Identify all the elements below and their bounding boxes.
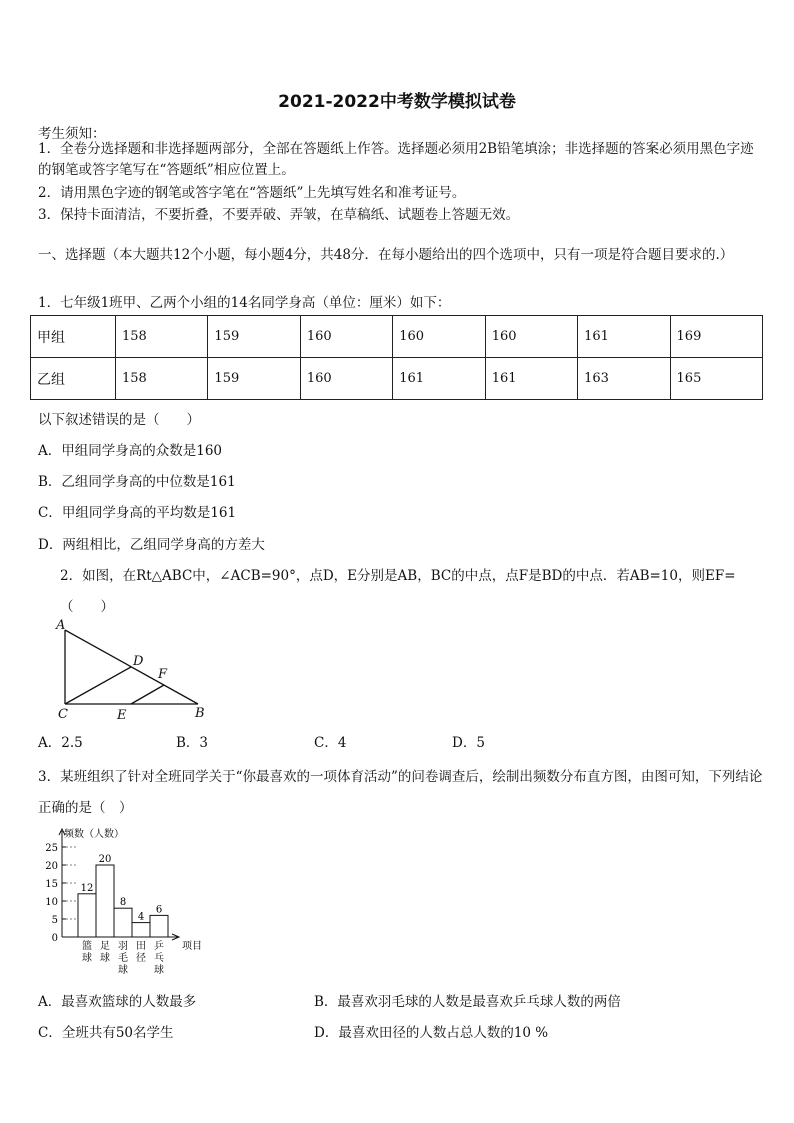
y-tick-label: 15	[45, 879, 58, 890]
category-label: 球	[154, 965, 164, 976]
bar	[132, 923, 150, 937]
bar-value-label: 12	[80, 882, 94, 894]
y-tick-label: 5	[51, 915, 58, 926]
bar	[114, 908, 132, 937]
frequency-histogram	[40, 823, 220, 983]
category-label: 乓	[154, 953, 164, 964]
bar-value-label: 6	[155, 904, 163, 916]
table-cell: 161	[393, 358, 485, 400]
bar	[78, 894, 96, 937]
category-label: 球	[82, 953, 92, 964]
table-cell: 160	[300, 316, 392, 358]
q3-option-d: D．最喜欢田径的人数占总人数的10 %	[314, 1025, 549, 1041]
q2-stem: 2．如图，在Rt△ABC中，∠ACB=90°，点D，E分别是AB，BC的中点，点F是BD的中点．若AB=10，则EF=	[60, 568, 736, 584]
y-tick-label: 0	[51, 933, 58, 944]
notice-heading: 考生须知：	[38, 126, 106, 142]
q2-option-d: D．5	[452, 735, 485, 751]
category-label: 羽	[118, 941, 128, 952]
q3-option-c: C．全班共有50名学生	[38, 1025, 174, 1041]
bar-value-label: 20	[98, 854, 112, 865]
table-row	[31, 316, 763, 358]
category-label: 球	[100, 953, 110, 964]
y-axis-label: 频数（人数）	[64, 829, 124, 840]
point-label-c: C	[58, 707, 68, 722]
table-cell: 158	[116, 358, 208, 400]
y-tick-label: 25	[45, 843, 58, 854]
point-label-b: B	[195, 706, 205, 721]
notice-item-3: 3．保持卡面清洁，不要折叠，不要弄破、弄皱，在草稿纸、试题卷上答题无效。	[38, 207, 520, 223]
segment-cd	[65, 667, 131, 704]
q1-option-b: B．乙组同学身高的中位数是161	[38, 474, 236, 490]
q2-option-b: B．3	[176, 735, 209, 751]
table-cell: 169	[670, 316, 762, 358]
point-label-d: D	[133, 654, 144, 669]
q1-option-c: C．甲组同学身高的平均数是161	[38, 505, 237, 521]
row-label: 甲组	[31, 316, 116, 358]
category-label: 足	[100, 941, 110, 952]
category-label: 径	[136, 953, 146, 964]
table-cell: 160	[393, 316, 485, 358]
table-cell: 159	[208, 358, 300, 400]
bar-value-label: 8	[119, 897, 127, 909]
table-cell: 158	[116, 316, 208, 358]
table-row	[31, 358, 763, 400]
point-label-f: F	[158, 667, 168, 682]
table-cell: 160	[485, 316, 577, 358]
q1-prompt: 以下叙述错误的是（ ）	[38, 412, 200, 428]
table-cell: 161	[578, 316, 670, 358]
table-cell: 163	[578, 358, 670, 400]
q3-option-a: A．最喜欢篮球的人数最多	[38, 994, 197, 1010]
bar	[150, 915, 168, 937]
category-label: 毛	[118, 953, 128, 964]
triangle-figure	[50, 616, 210, 726]
height-table	[30, 315, 763, 400]
table-cell: 160	[300, 358, 392, 400]
x-axis-label: 项目	[182, 941, 202, 952]
q2-option-c: C．4	[314, 735, 347, 751]
category-label: 乒	[154, 941, 164, 952]
y-tick-label: 10	[45, 897, 58, 908]
notice-item-2: 2．请用黑色字迹的钢笔或答字笔在“答题纸”上先填写姓名和准考证号。	[38, 185, 466, 201]
q2-blank: （ ）	[60, 599, 114, 615]
q2-option-a: A．2.5	[38, 735, 83, 751]
page-title: 2021-2022中考数学模拟试卷	[278, 92, 516, 112]
segment-ef	[131, 685, 164, 704]
bar-value-label: 4	[137, 911, 145, 923]
q3-stem: 3．某班组织了针对全班同学关于“你最喜欢的一项体育活动”的问卷调查后，绘制出频数分布直方图，由图可知，下列结论正确的是（ ）	[38, 769, 763, 816]
category-label: 田	[136, 941, 146, 952]
q3-option-b: B．最喜欢羽毛球的人数是最喜欢乒乓球人数的两倍	[314, 994, 621, 1010]
table-cell: 159	[208, 316, 300, 358]
row-label: 乙组	[31, 358, 116, 400]
bar	[96, 865, 114, 937]
point-label-e: E	[117, 708, 127, 723]
table-cell: 161	[485, 358, 577, 400]
point-label-a: A	[56, 618, 66, 633]
y-tick-label: 20	[45, 861, 58, 872]
notice-item-1: 1．全卷分选择题和非选择题两部分，全部在答题纸上作答。选择题必须用2B铅笔填涂；非选择题的答案必须用黑色字迹的钢笔或答字笔写在“答题纸”相应位置上。	[38, 141, 754, 178]
category-label: 球	[118, 965, 128, 976]
q1-stem: 1．七年级1班甲、乙两个小组的14名同学身高（单位：厘米）如下：	[38, 295, 451, 311]
q1-option-d: D．两组相比，乙组同学身高的方差大	[38, 537, 265, 553]
category-label: 篮	[82, 941, 92, 952]
q1-option-a: A．甲组同学身高的众数是160	[38, 443, 223, 459]
section-heading: 一、选择题（本大题共12个小题，每小题4分，共48分．在每小题给出的四个选项中，只有一项是符合题目要求的.）	[38, 247, 734, 263]
table-cell: 165	[670, 358, 762, 400]
